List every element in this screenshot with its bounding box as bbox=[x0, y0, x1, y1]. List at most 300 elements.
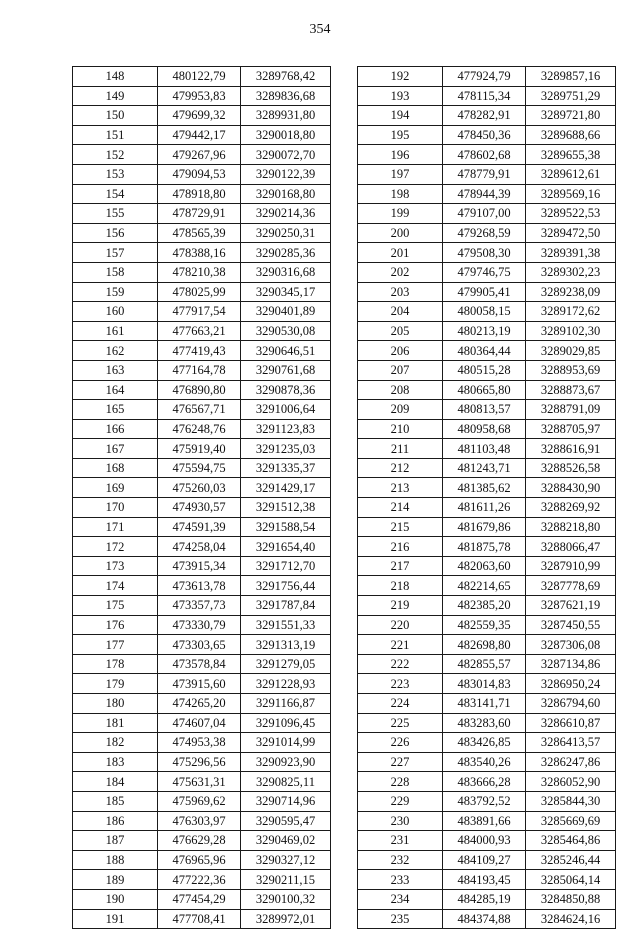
x-coordinate-cell: 481679,86 bbox=[443, 517, 526, 537]
x-coordinate-cell: 479442,17 bbox=[158, 125, 241, 145]
y-coordinate-cell: 3291123,83 bbox=[241, 419, 331, 439]
y-coordinate-cell: 3288526,58 bbox=[526, 458, 616, 478]
point-number-cell: 196 bbox=[358, 145, 443, 165]
y-coordinate-cell: 3290122,39 bbox=[241, 164, 331, 184]
x-coordinate-cell: 478210,38 bbox=[158, 262, 241, 282]
table-row bbox=[73, 517, 331, 537]
point-number-cell: 187 bbox=[73, 831, 158, 851]
point-number-cell: 209 bbox=[358, 400, 443, 420]
x-coordinate-cell: 475631,31 bbox=[158, 772, 241, 792]
table-row bbox=[73, 870, 331, 890]
point-number-cell: 149 bbox=[73, 86, 158, 106]
y-coordinate-cell: 3284624,16 bbox=[526, 909, 616, 929]
y-coordinate-cell: 3289569,16 bbox=[526, 184, 616, 204]
table-row bbox=[73, 752, 331, 772]
x-coordinate-cell: 473357,73 bbox=[158, 596, 241, 616]
x-coordinate-cell: 478779,91 bbox=[443, 164, 526, 184]
y-coordinate-cell: 3289302,23 bbox=[526, 262, 616, 282]
table-row bbox=[358, 831, 616, 851]
x-coordinate-cell: 478944,39 bbox=[443, 184, 526, 204]
y-coordinate-cell: 3291712,70 bbox=[241, 556, 331, 576]
y-coordinate-cell: 3290211,15 bbox=[241, 870, 331, 890]
y-coordinate-cell: 3284850,88 bbox=[526, 889, 616, 909]
y-coordinate-cell: 3285844,30 bbox=[526, 791, 616, 811]
x-coordinate-cell: 481103,48 bbox=[443, 439, 526, 459]
point-number-cell: 193 bbox=[358, 86, 443, 106]
table-row bbox=[73, 596, 331, 616]
y-coordinate-cell: 3291228,93 bbox=[241, 674, 331, 694]
x-coordinate-cell: 484285,19 bbox=[443, 889, 526, 909]
y-coordinate-cell: 3291756,44 bbox=[241, 576, 331, 596]
point-number-cell: 173 bbox=[73, 556, 158, 576]
y-coordinate-cell: 3289522,53 bbox=[526, 204, 616, 224]
y-coordinate-cell: 3291096,45 bbox=[241, 713, 331, 733]
point-number-cell: 194 bbox=[358, 106, 443, 126]
point-number-cell: 230 bbox=[358, 811, 443, 831]
point-number-cell: 206 bbox=[358, 341, 443, 361]
point-number-cell: 215 bbox=[358, 517, 443, 537]
x-coordinate-cell: 478388,16 bbox=[158, 243, 241, 263]
y-coordinate-cell: 3288705,97 bbox=[526, 419, 616, 439]
point-number-cell: 182 bbox=[73, 733, 158, 753]
table-row bbox=[358, 243, 616, 263]
table-row bbox=[358, 125, 616, 145]
point-number-cell: 177 bbox=[73, 635, 158, 655]
x-coordinate-cell: 477454,29 bbox=[158, 889, 241, 909]
point-number-cell: 165 bbox=[73, 400, 158, 420]
point-number-cell: 201 bbox=[358, 243, 443, 263]
y-coordinate-cell: 3289172,62 bbox=[526, 302, 616, 322]
x-coordinate-cell: 477419,43 bbox=[158, 341, 241, 361]
y-coordinate-cell: 3289768,42 bbox=[241, 67, 331, 87]
y-coordinate-cell: 3290250,31 bbox=[241, 223, 331, 243]
point-number-cell: 216 bbox=[358, 537, 443, 557]
x-coordinate-cell: 473578,84 bbox=[158, 654, 241, 674]
point-number-cell: 231 bbox=[358, 831, 443, 851]
x-coordinate-cell: 479953,83 bbox=[158, 86, 241, 106]
x-coordinate-cell: 476248,76 bbox=[158, 419, 241, 439]
point-number-cell: 219 bbox=[358, 596, 443, 616]
y-coordinate-cell: 3290018,80 bbox=[241, 125, 331, 145]
point-number-cell: 153 bbox=[73, 164, 158, 184]
table-row bbox=[73, 86, 331, 106]
x-coordinate-cell: 479508,30 bbox=[443, 243, 526, 263]
point-number-cell: 200 bbox=[358, 223, 443, 243]
x-coordinate-cell: 480515,28 bbox=[443, 360, 526, 380]
point-number-cell: 151 bbox=[73, 125, 158, 145]
x-coordinate-cell: 480058,15 bbox=[443, 302, 526, 322]
point-number-cell: 180 bbox=[73, 694, 158, 714]
y-coordinate-cell: 3288430,90 bbox=[526, 478, 616, 498]
x-coordinate-cell: 481243,71 bbox=[443, 458, 526, 478]
point-number-cell: 181 bbox=[73, 713, 158, 733]
table-row bbox=[358, 223, 616, 243]
table-row bbox=[358, 341, 616, 361]
x-coordinate-cell: 473613,78 bbox=[158, 576, 241, 596]
table-row bbox=[358, 184, 616, 204]
y-coordinate-cell: 3290469,02 bbox=[241, 831, 331, 851]
x-coordinate-cell: 477708,41 bbox=[158, 909, 241, 929]
y-coordinate-cell: 3285464,86 bbox=[526, 831, 616, 851]
y-coordinate-cell: 3291512,38 bbox=[241, 498, 331, 518]
point-number-cell: 227 bbox=[358, 752, 443, 772]
point-number-cell: 204 bbox=[358, 302, 443, 322]
table-row bbox=[73, 654, 331, 674]
table-row bbox=[73, 556, 331, 576]
y-coordinate-cell: 3287621,19 bbox=[526, 596, 616, 616]
y-coordinate-cell: 3290646,51 bbox=[241, 341, 331, 361]
page-number: 354 bbox=[309, 22, 331, 37]
point-number-cell: 163 bbox=[73, 360, 158, 380]
y-coordinate-cell: 3291551,33 bbox=[241, 615, 331, 635]
point-number-cell: 169 bbox=[73, 478, 158, 498]
table-row bbox=[73, 321, 331, 341]
x-coordinate-cell: 480364,44 bbox=[443, 341, 526, 361]
point-number-cell: 158 bbox=[73, 262, 158, 282]
point-number-cell: 167 bbox=[73, 439, 158, 459]
point-number-cell: 178 bbox=[73, 654, 158, 674]
point-number-cell: 197 bbox=[358, 164, 443, 184]
table-row bbox=[73, 458, 331, 478]
table-row bbox=[73, 302, 331, 322]
table-row bbox=[73, 341, 331, 361]
table-row bbox=[73, 772, 331, 792]
table-row bbox=[358, 458, 616, 478]
table-row bbox=[73, 615, 331, 635]
point-number-cell: 208 bbox=[358, 380, 443, 400]
y-coordinate-cell: 3290714,96 bbox=[241, 791, 331, 811]
table-row bbox=[73, 733, 331, 753]
y-coordinate-cell: 3286794,60 bbox=[526, 694, 616, 714]
x-coordinate-cell: 480665,80 bbox=[443, 380, 526, 400]
y-coordinate-cell: 3290825,11 bbox=[241, 772, 331, 792]
table-row bbox=[358, 791, 616, 811]
point-number-cell: 192 bbox=[358, 67, 443, 87]
y-coordinate-cell: 3291429,17 bbox=[241, 478, 331, 498]
table-row bbox=[358, 145, 616, 165]
table-row bbox=[358, 635, 616, 655]
point-number-cell: 199 bbox=[358, 204, 443, 224]
table-row bbox=[73, 400, 331, 420]
table-row bbox=[358, 615, 616, 635]
table-row bbox=[358, 850, 616, 870]
point-number-cell: 171 bbox=[73, 517, 158, 537]
coordinates-table-left-body bbox=[73, 67, 331, 929]
y-coordinate-cell: 3289972,01 bbox=[241, 909, 331, 929]
y-coordinate-cell: 3289836,68 bbox=[241, 86, 331, 106]
y-coordinate-cell: 3291279,05 bbox=[241, 654, 331, 674]
y-coordinate-cell: 3290923,90 bbox=[241, 752, 331, 772]
point-number-cell: 224 bbox=[358, 694, 443, 714]
table-row bbox=[358, 752, 616, 772]
y-coordinate-cell: 3289102,30 bbox=[526, 321, 616, 341]
table-row bbox=[358, 86, 616, 106]
table-row bbox=[358, 517, 616, 537]
x-coordinate-cell: 475969,62 bbox=[158, 791, 241, 811]
x-coordinate-cell: 480813,57 bbox=[443, 400, 526, 420]
y-coordinate-cell: 3289655,38 bbox=[526, 145, 616, 165]
point-number-cell: 235 bbox=[358, 909, 443, 929]
x-coordinate-cell: 482698,80 bbox=[443, 635, 526, 655]
table-row bbox=[358, 262, 616, 282]
y-coordinate-cell: 3286052,90 bbox=[526, 772, 616, 792]
x-coordinate-cell: 478918,80 bbox=[158, 184, 241, 204]
table-row bbox=[73, 478, 331, 498]
point-number-cell: 223 bbox=[358, 674, 443, 694]
x-coordinate-cell: 476890,80 bbox=[158, 380, 241, 400]
y-coordinate-cell: 3290168,80 bbox=[241, 184, 331, 204]
table-row bbox=[73, 145, 331, 165]
x-coordinate-cell: 479905,41 bbox=[443, 282, 526, 302]
y-coordinate-cell: 3289721,80 bbox=[526, 106, 616, 126]
table-row bbox=[358, 439, 616, 459]
point-number-cell: 168 bbox=[73, 458, 158, 478]
table-row bbox=[358, 400, 616, 420]
table-row bbox=[73, 576, 331, 596]
table-row bbox=[73, 360, 331, 380]
table-row bbox=[73, 713, 331, 733]
y-coordinate-cell: 3288791,09 bbox=[526, 400, 616, 420]
x-coordinate-cell: 473303,65 bbox=[158, 635, 241, 655]
x-coordinate-cell: 478282,91 bbox=[443, 106, 526, 126]
x-coordinate-cell: 481875,78 bbox=[443, 537, 526, 557]
y-coordinate-cell: 3289688,66 bbox=[526, 125, 616, 145]
y-coordinate-cell: 3290327,12 bbox=[241, 850, 331, 870]
x-coordinate-cell: 479094,53 bbox=[158, 164, 241, 184]
y-coordinate-cell: 3285064,14 bbox=[526, 870, 616, 890]
point-number-cell: 150 bbox=[73, 106, 158, 126]
point-number-cell: 183 bbox=[73, 752, 158, 772]
x-coordinate-cell: 484109,27 bbox=[443, 850, 526, 870]
point-number-cell: 176 bbox=[73, 615, 158, 635]
point-number-cell: 189 bbox=[73, 870, 158, 890]
x-coordinate-cell: 474265,20 bbox=[158, 694, 241, 714]
x-coordinate-cell: 473915,34 bbox=[158, 556, 241, 576]
point-number-cell: 212 bbox=[358, 458, 443, 478]
point-number-cell: 191 bbox=[73, 909, 158, 929]
y-coordinate-cell: 3289931,80 bbox=[241, 106, 331, 126]
table-row bbox=[73, 262, 331, 282]
point-number-cell: 155 bbox=[73, 204, 158, 224]
y-coordinate-cell: 3287450,55 bbox=[526, 615, 616, 635]
table-row bbox=[358, 498, 616, 518]
point-number-cell: 175 bbox=[73, 596, 158, 616]
table-row bbox=[358, 67, 616, 87]
y-coordinate-cell: 3290761,68 bbox=[241, 360, 331, 380]
table-row bbox=[358, 302, 616, 322]
x-coordinate-cell: 473915,60 bbox=[158, 674, 241, 694]
table-row bbox=[358, 654, 616, 674]
x-coordinate-cell: 476567,71 bbox=[158, 400, 241, 420]
point-number-cell: 166 bbox=[73, 419, 158, 439]
point-number-cell: 233 bbox=[358, 870, 443, 890]
point-number-cell: 210 bbox=[358, 419, 443, 439]
y-coordinate-cell: 3288873,67 bbox=[526, 380, 616, 400]
point-number-cell: 214 bbox=[358, 498, 443, 518]
y-coordinate-cell: 3288218,80 bbox=[526, 517, 616, 537]
y-coordinate-cell: 3286247,86 bbox=[526, 752, 616, 772]
table-row bbox=[358, 478, 616, 498]
x-coordinate-cell: 478729,91 bbox=[158, 204, 241, 224]
table-row bbox=[358, 106, 616, 126]
table-row bbox=[73, 125, 331, 145]
point-number-cell: 188 bbox=[73, 850, 158, 870]
coordinates-table-left bbox=[72, 66, 331, 929]
point-number-cell: 222 bbox=[358, 654, 443, 674]
y-coordinate-cell: 3290100,32 bbox=[241, 889, 331, 909]
table-row bbox=[73, 537, 331, 557]
y-coordinate-cell: 3285246,44 bbox=[526, 850, 616, 870]
x-coordinate-cell: 477924,79 bbox=[443, 67, 526, 87]
point-number-cell: 172 bbox=[73, 537, 158, 557]
x-coordinate-cell: 479267,96 bbox=[158, 145, 241, 165]
table-row bbox=[358, 360, 616, 380]
y-coordinate-cell: 3287778,69 bbox=[526, 576, 616, 596]
table-row bbox=[358, 321, 616, 341]
point-number-cell: 202 bbox=[358, 262, 443, 282]
point-number-cell: 218 bbox=[358, 576, 443, 596]
y-coordinate-cell: 3291166,87 bbox=[241, 694, 331, 714]
x-coordinate-cell: 475260,03 bbox=[158, 478, 241, 498]
point-number-cell: 213 bbox=[358, 478, 443, 498]
table-row bbox=[73, 791, 331, 811]
table-row bbox=[73, 243, 331, 263]
y-coordinate-cell: 3286950,24 bbox=[526, 674, 616, 694]
table-row bbox=[358, 889, 616, 909]
y-coordinate-cell: 3288953,69 bbox=[526, 360, 616, 380]
y-coordinate-cell: 3287134,86 bbox=[526, 654, 616, 674]
point-number-cell: 179 bbox=[73, 674, 158, 694]
y-coordinate-cell: 3288616,91 bbox=[526, 439, 616, 459]
point-number-cell: 190 bbox=[73, 889, 158, 909]
table-row bbox=[73, 282, 331, 302]
x-coordinate-cell: 483540,26 bbox=[443, 752, 526, 772]
x-coordinate-cell: 483283,60 bbox=[443, 713, 526, 733]
point-number-cell: 228 bbox=[358, 772, 443, 792]
y-coordinate-cell: 3290285,36 bbox=[241, 243, 331, 263]
y-coordinate-cell: 3288269,92 bbox=[526, 498, 616, 518]
point-number-cell: 195 bbox=[358, 125, 443, 145]
x-coordinate-cell: 475594,75 bbox=[158, 458, 241, 478]
x-coordinate-cell: 484000,93 bbox=[443, 831, 526, 851]
x-coordinate-cell: 483014,83 bbox=[443, 674, 526, 694]
table-row bbox=[358, 576, 616, 596]
point-number-cell: 205 bbox=[358, 321, 443, 341]
table-row bbox=[358, 380, 616, 400]
point-number-cell: 157 bbox=[73, 243, 158, 263]
point-number-cell: 170 bbox=[73, 498, 158, 518]
y-coordinate-cell: 3287910,99 bbox=[526, 556, 616, 576]
table-row bbox=[73, 694, 331, 714]
coordinates-table-right-body bbox=[358, 67, 616, 929]
x-coordinate-cell: 482214,65 bbox=[443, 576, 526, 596]
point-number-cell: 226 bbox=[358, 733, 443, 753]
table-row bbox=[73, 635, 331, 655]
point-number-cell: 198 bbox=[358, 184, 443, 204]
table-row bbox=[73, 439, 331, 459]
y-coordinate-cell: 3287306,08 bbox=[526, 635, 616, 655]
x-coordinate-cell: 475296,56 bbox=[158, 752, 241, 772]
table-row bbox=[73, 498, 331, 518]
point-number-cell: 229 bbox=[358, 791, 443, 811]
y-coordinate-cell: 3286610,87 bbox=[526, 713, 616, 733]
table-row bbox=[73, 106, 331, 126]
table-row bbox=[73, 419, 331, 439]
point-number-cell: 225 bbox=[358, 713, 443, 733]
point-number-cell: 186 bbox=[73, 811, 158, 831]
x-coordinate-cell: 482855,57 bbox=[443, 654, 526, 674]
x-coordinate-cell: 476629,28 bbox=[158, 831, 241, 851]
table-row bbox=[73, 811, 331, 831]
x-coordinate-cell: 479268,59 bbox=[443, 223, 526, 243]
table-row bbox=[73, 889, 331, 909]
point-number-cell: 217 bbox=[358, 556, 443, 576]
table-row bbox=[358, 282, 616, 302]
y-coordinate-cell: 3291006,64 bbox=[241, 400, 331, 420]
point-number-cell: 174 bbox=[73, 576, 158, 596]
x-coordinate-cell: 477663,21 bbox=[158, 321, 241, 341]
x-coordinate-cell: 483792,52 bbox=[443, 791, 526, 811]
x-coordinate-cell: 474591,39 bbox=[158, 517, 241, 537]
y-coordinate-cell: 3289751,29 bbox=[526, 86, 616, 106]
table-row bbox=[358, 694, 616, 714]
table-row bbox=[358, 870, 616, 890]
x-coordinate-cell: 474930,57 bbox=[158, 498, 241, 518]
y-coordinate-cell: 3289612,61 bbox=[526, 164, 616, 184]
x-coordinate-cell: 478602,68 bbox=[443, 145, 526, 165]
point-number-cell: 203 bbox=[358, 282, 443, 302]
x-coordinate-cell: 474953,38 bbox=[158, 733, 241, 753]
table-row bbox=[73, 164, 331, 184]
point-number-cell: 152 bbox=[73, 145, 158, 165]
x-coordinate-cell: 484374,88 bbox=[443, 909, 526, 929]
x-coordinate-cell: 476965,96 bbox=[158, 850, 241, 870]
y-coordinate-cell: 3289857,16 bbox=[526, 67, 616, 87]
y-coordinate-cell: 3291588,54 bbox=[241, 517, 331, 537]
y-coordinate-cell: 3288066,47 bbox=[526, 537, 616, 557]
x-coordinate-cell: 474607,04 bbox=[158, 713, 241, 733]
y-coordinate-cell: 3290530,08 bbox=[241, 321, 331, 341]
x-coordinate-cell: 478025,99 bbox=[158, 282, 241, 302]
y-coordinate-cell: 3291235,03 bbox=[241, 439, 331, 459]
table-row bbox=[358, 733, 616, 753]
table-row bbox=[358, 811, 616, 831]
point-number-cell: 164 bbox=[73, 380, 158, 400]
table-row bbox=[358, 909, 616, 929]
x-coordinate-cell: 481385,62 bbox=[443, 478, 526, 498]
y-coordinate-cell: 3290595,47 bbox=[241, 811, 331, 831]
point-number-cell: 232 bbox=[358, 850, 443, 870]
y-coordinate-cell: 3290316,68 bbox=[241, 262, 331, 282]
x-coordinate-cell: 483666,28 bbox=[443, 772, 526, 792]
table-row bbox=[73, 674, 331, 694]
point-number-cell: 161 bbox=[73, 321, 158, 341]
point-number-cell: 156 bbox=[73, 223, 158, 243]
x-coordinate-cell: 481611,26 bbox=[443, 498, 526, 518]
x-coordinate-cell: 479699,32 bbox=[158, 106, 241, 126]
y-coordinate-cell: 3289472,50 bbox=[526, 223, 616, 243]
y-coordinate-cell: 3286413,57 bbox=[526, 733, 616, 753]
x-coordinate-cell: 483141,71 bbox=[443, 694, 526, 714]
x-coordinate-cell: 474258,04 bbox=[158, 537, 241, 557]
y-coordinate-cell: 3291313,19 bbox=[241, 635, 331, 655]
point-number-cell: 184 bbox=[73, 772, 158, 792]
x-coordinate-cell: 479107,00 bbox=[443, 204, 526, 224]
table-row bbox=[358, 204, 616, 224]
x-coordinate-cell: 483891,66 bbox=[443, 811, 526, 831]
x-coordinate-cell: 482559,35 bbox=[443, 615, 526, 635]
table-row bbox=[73, 67, 331, 87]
